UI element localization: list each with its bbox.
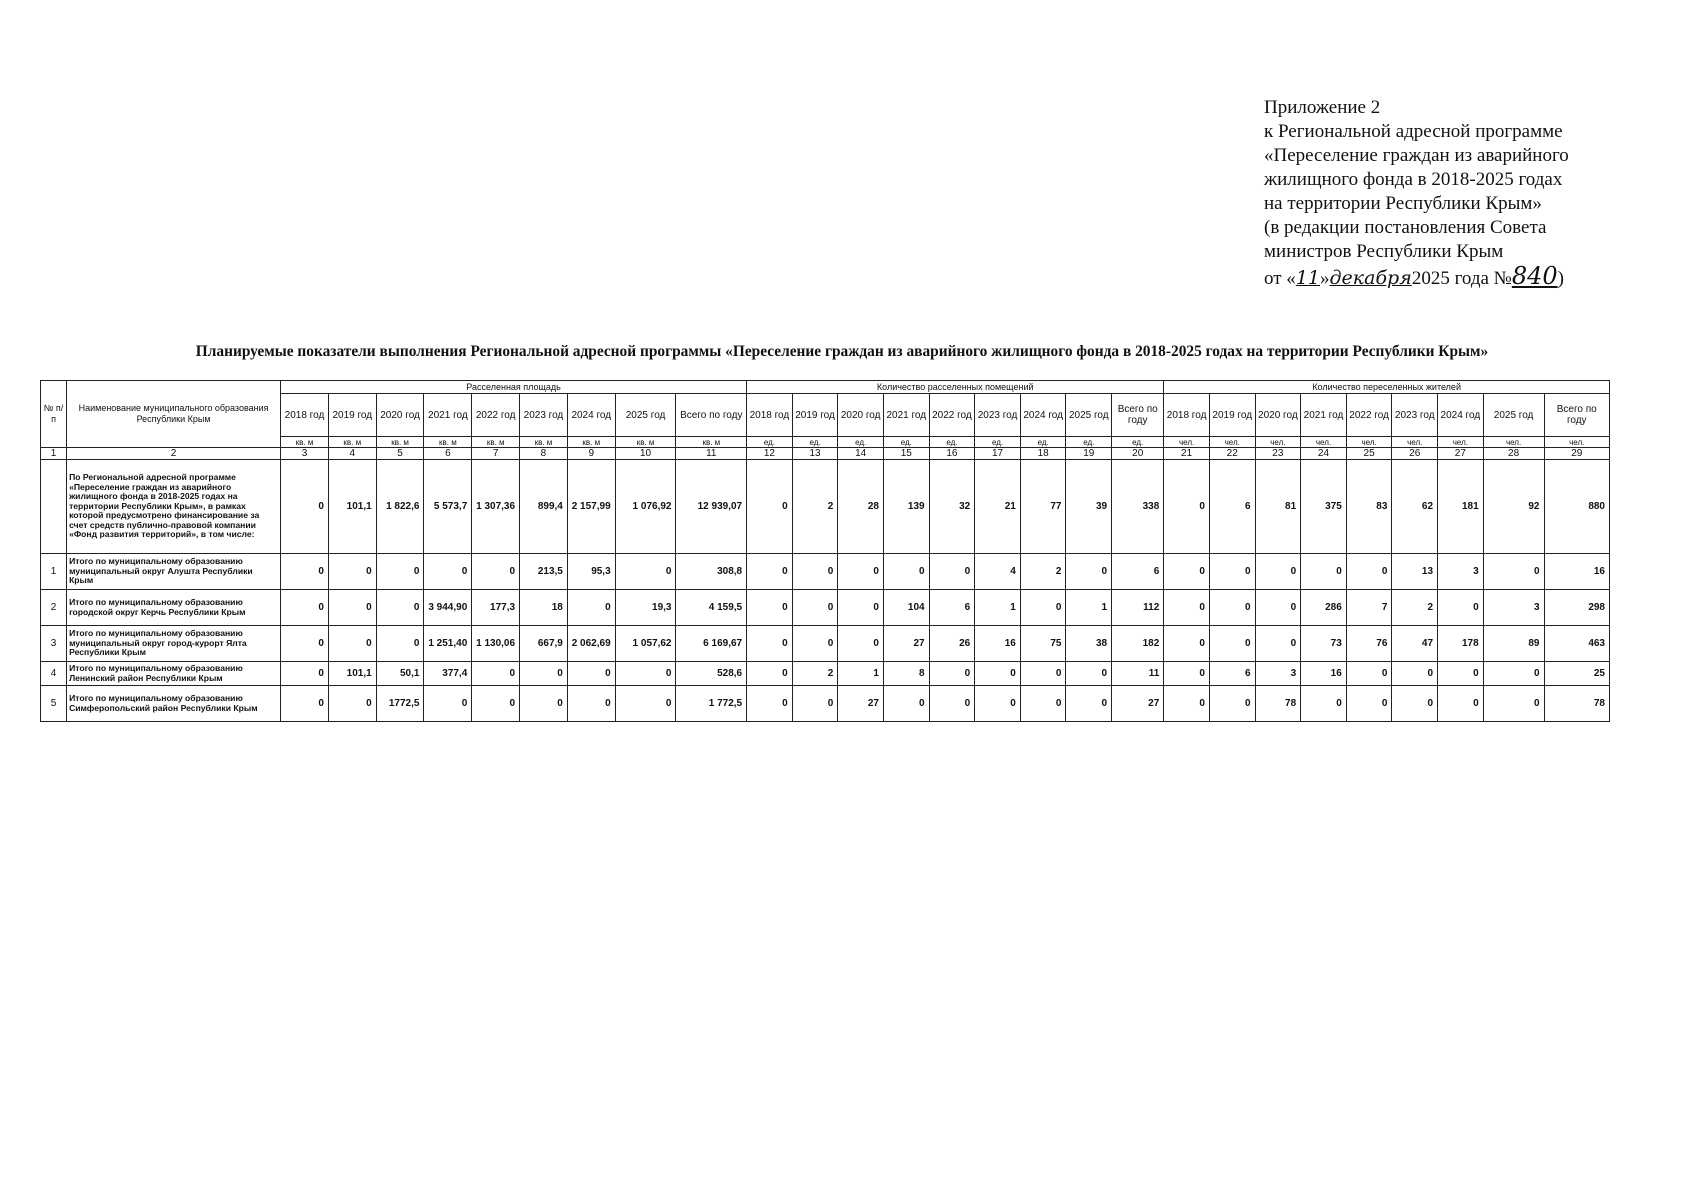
table-cell-value: 2 062,69 [567, 626, 615, 662]
column-index: 2 [67, 448, 281, 460]
column-header-people-year: 2021 год [1301, 394, 1347, 437]
table-cell-value: 73 [1301, 626, 1347, 662]
row-number: 5 [41, 686, 67, 722]
column-index: 15 [883, 448, 929, 460]
column-header-people-year: 2019 год [1209, 394, 1255, 437]
column-header-rooms-year: 2021 год [883, 394, 929, 437]
table-cell-value: 6 [929, 590, 975, 626]
table-cell-value: 95,3 [567, 554, 615, 590]
column-header-people-year: 2020 год [1255, 394, 1301, 437]
table-cell-value: 0 [328, 626, 376, 662]
table-cell-value: 0 [1255, 590, 1301, 626]
table-cell-value: 0 [1164, 626, 1210, 662]
table-cell-value: 0 [472, 662, 520, 686]
handwritten-decree-number: 840 [1511, 262, 1558, 290]
column-header-area-year: 2018 год [281, 394, 329, 437]
unit-label-area: кв. м [472, 437, 520, 448]
table-cell-value: 21 [975, 460, 1021, 554]
table-cell-value: 377,4 [424, 662, 472, 686]
table-cell-value: 6 [1209, 460, 1255, 554]
unit-label-rooms: ед. [747, 437, 793, 448]
column-header-people-year: 2025 год [1483, 394, 1544, 437]
table-cell-value: 39 [1066, 460, 1112, 554]
table-cell-value: 0 [747, 460, 793, 554]
table-cell-value: 0 [792, 554, 838, 590]
table-cell-value: 213,5 [520, 554, 568, 590]
table-cell-value: 77 [1020, 460, 1066, 554]
table-cell-value: 1 822,6 [376, 460, 424, 554]
table-cell-value: 27 [883, 626, 929, 662]
table-row [41, 662, 1610, 686]
table-cell-value: 0 [1164, 554, 1210, 590]
unit-label-people: чел. [1209, 437, 1255, 448]
table-cell-value: 338 [1112, 460, 1164, 554]
table-cell-value: 25 [1544, 662, 1610, 686]
table-row [41, 460, 1610, 554]
table-cell-value: 75 [1020, 626, 1066, 662]
table-cell-value: 7 [1346, 590, 1392, 626]
unit-label-rooms: ед. [975, 437, 1021, 448]
municipality-name: Итого по муниципальному образованию муниципальный округ город-курорт Ялта Республики Крым [67, 626, 281, 662]
table-cell-value: 27 [1112, 686, 1164, 722]
column-header-people-year: 2024 год [1438, 394, 1484, 437]
table-cell-value: 50,1 [376, 662, 424, 686]
group-header-area: Расселенная площадь [281, 381, 747, 394]
handwritten-month: декабря [1329, 267, 1412, 289]
table-cell-value: 1 [838, 662, 884, 686]
municipality-name: Итого по муниципальному образованию Симферопольский район Республики Крым [67, 686, 281, 722]
appendix-line: Приложение 2 [1264, 97, 1381, 118]
table-cell-value: 0 [1438, 662, 1484, 686]
unit-label-people: чел. [1483, 437, 1544, 448]
table-cell-value: 92 [1483, 460, 1544, 554]
column-index: 25 [1346, 448, 1392, 460]
table-cell-value: 2 [1020, 554, 1066, 590]
table-cell-value: 27 [838, 686, 884, 722]
municipality-name: Итого по муниципальному образованию городской округ Керчь Республики Крым [67, 590, 281, 626]
table-row [41, 554, 1610, 590]
table-cell-value: 0 [1346, 662, 1392, 686]
column-header-rooms-year: 2024 год [1020, 394, 1066, 437]
column-header-number: № п/п [41, 381, 67, 448]
table-cell-value: 0 [1209, 686, 1255, 722]
table-cell-value: 0 [567, 662, 615, 686]
table-cell-value: 47 [1392, 626, 1438, 662]
table-cell-value: 4 159,5 [676, 590, 747, 626]
unit-label-people: чел. [1346, 437, 1392, 448]
column-header-people-year: 2023 год [1392, 394, 1438, 437]
appendix-header [1264, 96, 1664, 291]
column-index: 10 [615, 448, 676, 460]
unit-label-area: кв. м [376, 437, 424, 448]
table-cell-value: 0 [1164, 590, 1210, 626]
table-cell-value: 0 [1255, 554, 1301, 590]
unit-label-people: чел. [1255, 437, 1301, 448]
table-cell-value: 1 251,40 [424, 626, 472, 662]
table-cell-value: 0 [838, 590, 884, 626]
column-header-people-year: 2022 год [1346, 394, 1392, 437]
appendix-line: (в редакции постановления Совета [1264, 217, 1547, 238]
table-cell-value: 0 [281, 626, 329, 662]
table-cell-value: 182 [1112, 626, 1164, 662]
table-cell-value: 0 [424, 554, 472, 590]
table-cell-value: 0 [567, 590, 615, 626]
table-row [41, 626, 1610, 662]
column-header-area-year: 2020 год [376, 394, 424, 437]
table-cell-value: 1 [975, 590, 1021, 626]
table-row [41, 686, 1610, 722]
table-cell-value: 12 939,07 [676, 460, 747, 554]
column-header-people-year: Всего по году [1544, 394, 1610, 437]
unit-label-area: кв. м [328, 437, 376, 448]
table-cell-value: 6 [1209, 662, 1255, 686]
column-index: 24 [1301, 448, 1347, 460]
table-cell-value: 101,1 [328, 460, 376, 554]
column-header-area-year: Всего по году [676, 394, 747, 437]
column-header-rooms-year: Всего по году [1112, 394, 1164, 437]
table-cell-value: 0 [883, 554, 929, 590]
decree-date-line [1264, 264, 1664, 291]
table-cell-value: 298 [1544, 590, 1610, 626]
table-cell-value: 1 076,92 [615, 460, 676, 554]
table-cell-value: 1 057,62 [615, 626, 676, 662]
date-quote: » [1320, 268, 1330, 289]
column-index: 1 [41, 448, 67, 460]
indicators-table [40, 380, 1610, 722]
table-cell-value: 28 [838, 460, 884, 554]
table-cell-value: 0 [929, 662, 975, 686]
table-cell-value: 0 [1346, 554, 1392, 590]
unit-label-people: чел. [1544, 437, 1610, 448]
table-cell-value: 308,8 [676, 554, 747, 590]
table-cell-value: 8 [883, 662, 929, 686]
table-cell-value: 16 [975, 626, 1021, 662]
table-cell-value: 2 [792, 662, 838, 686]
row-number: 4 [41, 662, 67, 686]
column-index: 20 [1112, 448, 1164, 460]
column-index: 12 [747, 448, 793, 460]
table-cell-value: 0 [281, 460, 329, 554]
table-cell-value: 101,1 [328, 662, 376, 686]
column-index: 22 [1209, 448, 1255, 460]
unit-label-area: кв. м [615, 437, 676, 448]
table-cell-value: 0 [328, 686, 376, 722]
unit-label-area: кв. м [676, 437, 747, 448]
table-cell-value: 0 [615, 662, 676, 686]
table-cell-value: 0 [747, 626, 793, 662]
document-title: Планируемые показатели выполнения Региональной адресной программы «Переселение граждан из аварийного жилищного фонда в 2018-2025 годах на территории Республики Крым» [195, 343, 1489, 360]
table-cell-value: 899,4 [520, 460, 568, 554]
closing-bracket: ) [1557, 268, 1564, 289]
table-cell-value: 2 [1392, 590, 1438, 626]
column-index: 9 [567, 448, 615, 460]
unit-label-rooms: ед. [838, 437, 884, 448]
column-header-area-year: 2023 год [520, 394, 568, 437]
table-cell-value: 0 [472, 686, 520, 722]
table-cell-value: 13 [1392, 554, 1438, 590]
table-cell-value: 19,3 [615, 590, 676, 626]
table-cell-value: 0 [747, 686, 793, 722]
table-cell-value: 0 [1483, 554, 1544, 590]
table-cell-value: 528,6 [676, 662, 747, 686]
column-index: 6 [424, 448, 472, 460]
table-cell-value: 0 [520, 686, 568, 722]
column-index: 26 [1392, 448, 1438, 460]
column-index: 19 [1066, 448, 1112, 460]
column-index: 7 [472, 448, 520, 460]
unit-label-people: чел. [1164, 437, 1210, 448]
column-index: 3 [281, 448, 329, 460]
column-header-area-year: 2024 год [567, 394, 615, 437]
unit-label-rooms: ед. [1112, 437, 1164, 448]
column-header-rooms-year: 2025 год [1066, 394, 1112, 437]
table-cell-value: 26 [929, 626, 975, 662]
table-cell-value: 0 [838, 626, 884, 662]
table-cell-value: 463 [1544, 626, 1610, 662]
table-cell-value: 16 [1544, 554, 1610, 590]
table-cell-value: 0 [328, 590, 376, 626]
table-cell-value: 286 [1301, 590, 1347, 626]
row-number: 2 [41, 590, 67, 626]
unit-label-people: чел. [1392, 437, 1438, 448]
table-cell-value: 0 [1301, 686, 1347, 722]
table-cell-value: 0 [747, 662, 793, 686]
date-prefix: от « [1264, 268, 1296, 289]
table-cell-value: 0 [1392, 686, 1438, 722]
table-cell-value: 0 [472, 554, 520, 590]
row-number [41, 460, 67, 554]
column-index: 23 [1255, 448, 1301, 460]
table-cell-value: 0 [792, 626, 838, 662]
table-cell-value: 3 [1483, 590, 1544, 626]
unit-label-area: кв. м [520, 437, 568, 448]
table-cell-value: 0 [376, 626, 424, 662]
unit-label-rooms: ед. [929, 437, 975, 448]
handwritten-day: 11 [1295, 267, 1320, 289]
unit-label-rooms: ед. [1020, 437, 1066, 448]
table-cell-value: 4 [975, 554, 1021, 590]
table-cell-value: 0 [1164, 686, 1210, 722]
table-cell-value: 0 [929, 554, 975, 590]
table-cell-value: 0 [1066, 662, 1112, 686]
table-cell-value: 62 [1392, 460, 1438, 554]
table-cell-value: 667,9 [520, 626, 568, 662]
appendix-line: жилищного фонда в 2018-2025 годах [1264, 169, 1563, 190]
table-cell-value: 0 [567, 686, 615, 722]
unit-label-rooms: ед. [883, 437, 929, 448]
table-cell-value: 181 [1438, 460, 1484, 554]
table-cell-value: 0 [1483, 686, 1544, 722]
table-cell-value: 0 [424, 686, 472, 722]
appendix-line: к Региональной адресной программе [1264, 121, 1563, 142]
table-cell-value: 0 [281, 686, 329, 722]
table-cell-value: 6 169,67 [676, 626, 747, 662]
table-cell-value: 139 [883, 460, 929, 554]
group-header-rooms: Количество расселенных помещений [747, 381, 1164, 394]
unit-label-people: чел. [1438, 437, 1484, 448]
table-cell-value: 0 [747, 554, 793, 590]
table-cell-value: 38 [1066, 626, 1112, 662]
column-header-area-year: 2021 год [424, 394, 472, 437]
table-cell-value: 104 [883, 590, 929, 626]
column-index: 4 [328, 448, 376, 460]
table-row [41, 590, 1610, 626]
column-header-rooms-year: 2020 год [838, 394, 884, 437]
appendix-line: «Переселение граждан из аварийного [1264, 145, 1569, 166]
table-cell-value: 1772,5 [376, 686, 424, 722]
table-cell-value: 0 [1483, 662, 1544, 686]
table-cell-value: 1 307,36 [472, 460, 520, 554]
table-cell-value: 0 [281, 554, 329, 590]
table-cell-value: 16 [1301, 662, 1347, 686]
table-cell-value: 0 [975, 686, 1021, 722]
table-cell-value: 0 [328, 554, 376, 590]
column-index: 11 [676, 448, 747, 460]
date-year: 2025 года № [1411, 268, 1512, 289]
table-cell-value: 3 [1438, 554, 1484, 590]
table-cell-value: 0 [520, 662, 568, 686]
column-index: 21 [1164, 448, 1210, 460]
table-cell-value: 0 [1438, 590, 1484, 626]
unit-label-area: кв. м [424, 437, 472, 448]
municipality-name: Итого по муниципальному образованию муниципальный округ Алушта Республики Крым [67, 554, 281, 590]
appendix-line: на территории Республики Крым» [1264, 193, 1542, 214]
column-index: 8 [520, 448, 568, 460]
table-cell-value: 0 [1438, 686, 1484, 722]
column-index: 13 [792, 448, 838, 460]
column-header-people-year: 2018 год [1164, 394, 1210, 437]
table-cell-value: 880 [1544, 460, 1610, 554]
table-cell-value: 1 [1066, 590, 1112, 626]
table-cell-value: 0 [975, 662, 1021, 686]
table-cell-value: 81 [1255, 460, 1301, 554]
row-number: 3 [41, 626, 67, 662]
column-header-area-year: 2019 год [328, 394, 376, 437]
column-header-name: Наименование муниципального образования Республики Крым [67, 381, 281, 448]
table-cell-value: 0 [929, 686, 975, 722]
table-cell-value: 0 [1020, 590, 1066, 626]
table-cell-value: 0 [1164, 460, 1210, 554]
column-index: 27 [1438, 448, 1484, 460]
column-header-rooms-year: 2019 год [792, 394, 838, 437]
table-cell-value: 0 [1066, 686, 1112, 722]
unit-label-people: чел. [1301, 437, 1347, 448]
table-cell-value: 0 [838, 554, 884, 590]
appendix-line: министров Республики Крым [1264, 241, 1504, 262]
unit-label-rooms: ед. [1066, 437, 1112, 448]
table-cell-value: 1 130,06 [472, 626, 520, 662]
column-index: 16 [929, 448, 975, 460]
table-cell-value: 0 [1346, 686, 1392, 722]
table-cell-value: 78 [1544, 686, 1610, 722]
table-cell-value: 0 [1209, 626, 1255, 662]
table-cell-value: 3 [1255, 662, 1301, 686]
column-header-rooms-year: 2018 год [747, 394, 793, 437]
table-cell-value: 0 [747, 590, 793, 626]
unit-label-rooms: ед. [792, 437, 838, 448]
table-cell-value: 112 [1112, 590, 1164, 626]
table-cell-value: 78 [1255, 686, 1301, 722]
table-cell-value: 0 [615, 554, 676, 590]
unit-label-area: кв. м [281, 437, 329, 448]
column-header-area-year: 2022 год [472, 394, 520, 437]
municipality-name: Итого по муниципальному образованию Ленинский район Республики Крым [67, 662, 281, 686]
group-header-people: Количество переселенных жителей [1164, 381, 1610, 394]
table-cell-value: 0 [1392, 662, 1438, 686]
table-cell-value: 0 [615, 686, 676, 722]
column-index: 17 [975, 448, 1021, 460]
table-cell-value: 0 [376, 590, 424, 626]
table-cell-value: 0 [1020, 686, 1066, 722]
column-index: 14 [838, 448, 884, 460]
table-cell-value: 375 [1301, 460, 1347, 554]
table-cell-value: 11 [1112, 662, 1164, 686]
column-header-rooms-year: 2022 год [929, 394, 975, 437]
column-index: 18 [1020, 448, 1066, 460]
table-cell-value: 0 [376, 554, 424, 590]
table-cell-value: 0 [1255, 626, 1301, 662]
table-cell-value: 0 [792, 686, 838, 722]
table-cell-value: 177,3 [472, 590, 520, 626]
table-cell-value: 1 772,5 [676, 686, 747, 722]
table-cell-value: 2 157,99 [567, 460, 615, 554]
row-number: 1 [41, 554, 67, 590]
table-cell-value: 0 [1301, 554, 1347, 590]
table-cell-value: 178 [1438, 626, 1484, 662]
table-cell-value: 0 [1209, 554, 1255, 590]
column-index: 5 [376, 448, 424, 460]
table-cell-value: 3 944,90 [424, 590, 472, 626]
municipality-name: По Региональной адресной программе «Переселение граждан из аварийного жилищного фонда в 2018-2025 годах на территории Республики Крым», в рамках которой предусмотрено финансирование за счет средств публично-правовой компании «Фонд развития территорий», в том числе: [67, 460, 281, 554]
unit-label-area: кв. м [567, 437, 615, 448]
table-cell-value: 0 [1209, 590, 1255, 626]
table-cell-value: 2 [792, 460, 838, 554]
table-cell-value: 0 [883, 686, 929, 722]
table-cell-value: 0 [281, 662, 329, 686]
table-cell-value: 83 [1346, 460, 1392, 554]
column-index: 29 [1544, 448, 1610, 460]
table-cell-value: 0 [1164, 662, 1210, 686]
table-cell-value: 32 [929, 460, 975, 554]
table-cell-value: 18 [520, 590, 568, 626]
table-cell-value: 0 [281, 590, 329, 626]
column-index: 28 [1483, 448, 1544, 460]
table-cell-value: 6 [1112, 554, 1164, 590]
table-cell-value: 76 [1346, 626, 1392, 662]
table-cell-value: 89 [1483, 626, 1544, 662]
table-cell-value: 0 [1020, 662, 1066, 686]
table-cell-value: 5 573,7 [424, 460, 472, 554]
column-header-area-year: 2025 год [615, 394, 676, 437]
table-cell-value: 0 [792, 590, 838, 626]
column-header-rooms-year: 2023 год [975, 394, 1021, 437]
table-cell-value: 0 [1066, 554, 1112, 590]
